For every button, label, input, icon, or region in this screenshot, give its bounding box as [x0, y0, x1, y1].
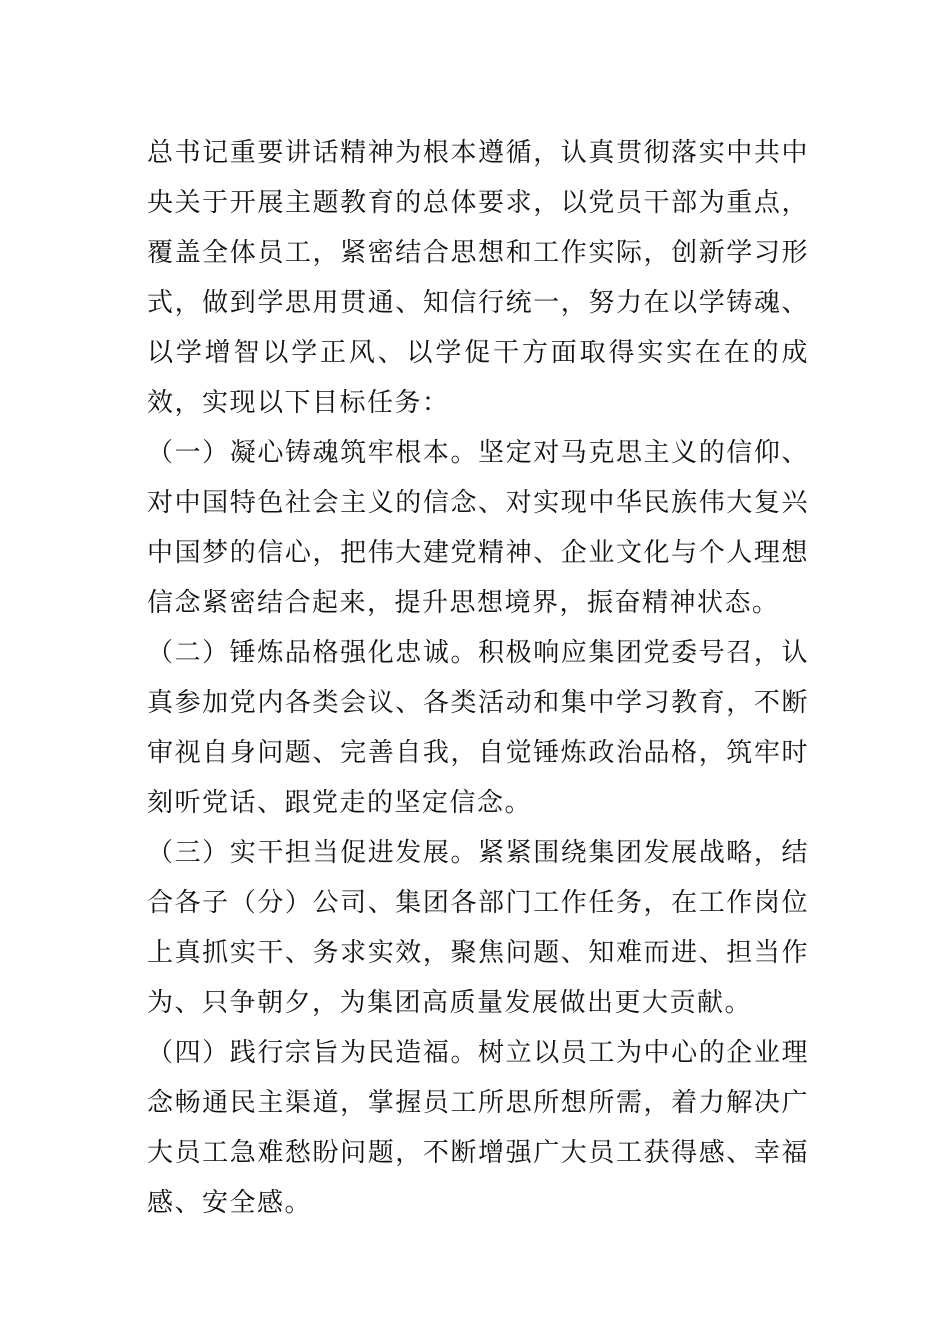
- paragraph-item-1: （一）凝心铸魂筑牢根本。坚定对马克思主义的信仰、对中国特色社会主义的信念、对实现中华民族伟大复兴中国梦的信心，把伟大建党精神、企业文化与个人理想信念紧密结合起来，提升思想境界，振奋精神状态。: [147, 438, 809, 618]
- paragraph-item-4: （四）践行宗旨为民造福。树立以员工为中心的企业理念畅通民主渠道，掌握员工所思所想所需，着力解决广大员工急难愁盼问题，不断增强广大员工获得感、幸福感、安全感。: [147, 1038, 809, 1218]
- paragraph-item-2: （二）锤炼品格强化忠诚。积极响应集团党委号召，认真参加党内各类会议、各类活动和集中学习教育，不断审视自身问题、完善自我，自觉锤炼政治品格，筑牢时刻听党话、跟党走的坚定信念。: [147, 638, 809, 818]
- document-body: [147, 128, 809, 1228]
- paragraph-item-3: （三）实干担当促进发展。紧紧围绕集团发展战略，结合各子（分）公司、集团各部门工作任务，在工作岗位上真抓实干、务求实效，聚焦问题、知难而进、担当作为、只争朝夕，为集团高质量发展做出更大贡献。: [147, 838, 809, 1018]
- paragraph-intro: 总书记重要讲话精神为根本遵循，认真贯彻落实中共中央关于开展主题教育的总体要求，以党员干部为重点，覆盖全体员工，紧密结合思想和工作实际，创新学习形式，做到学思用贯通、知信行统一，努力在以学铸魂、以学增智以学正风、以学促干方面取得实实在在的成效，实现以下目标任务：: [147, 138, 809, 418]
